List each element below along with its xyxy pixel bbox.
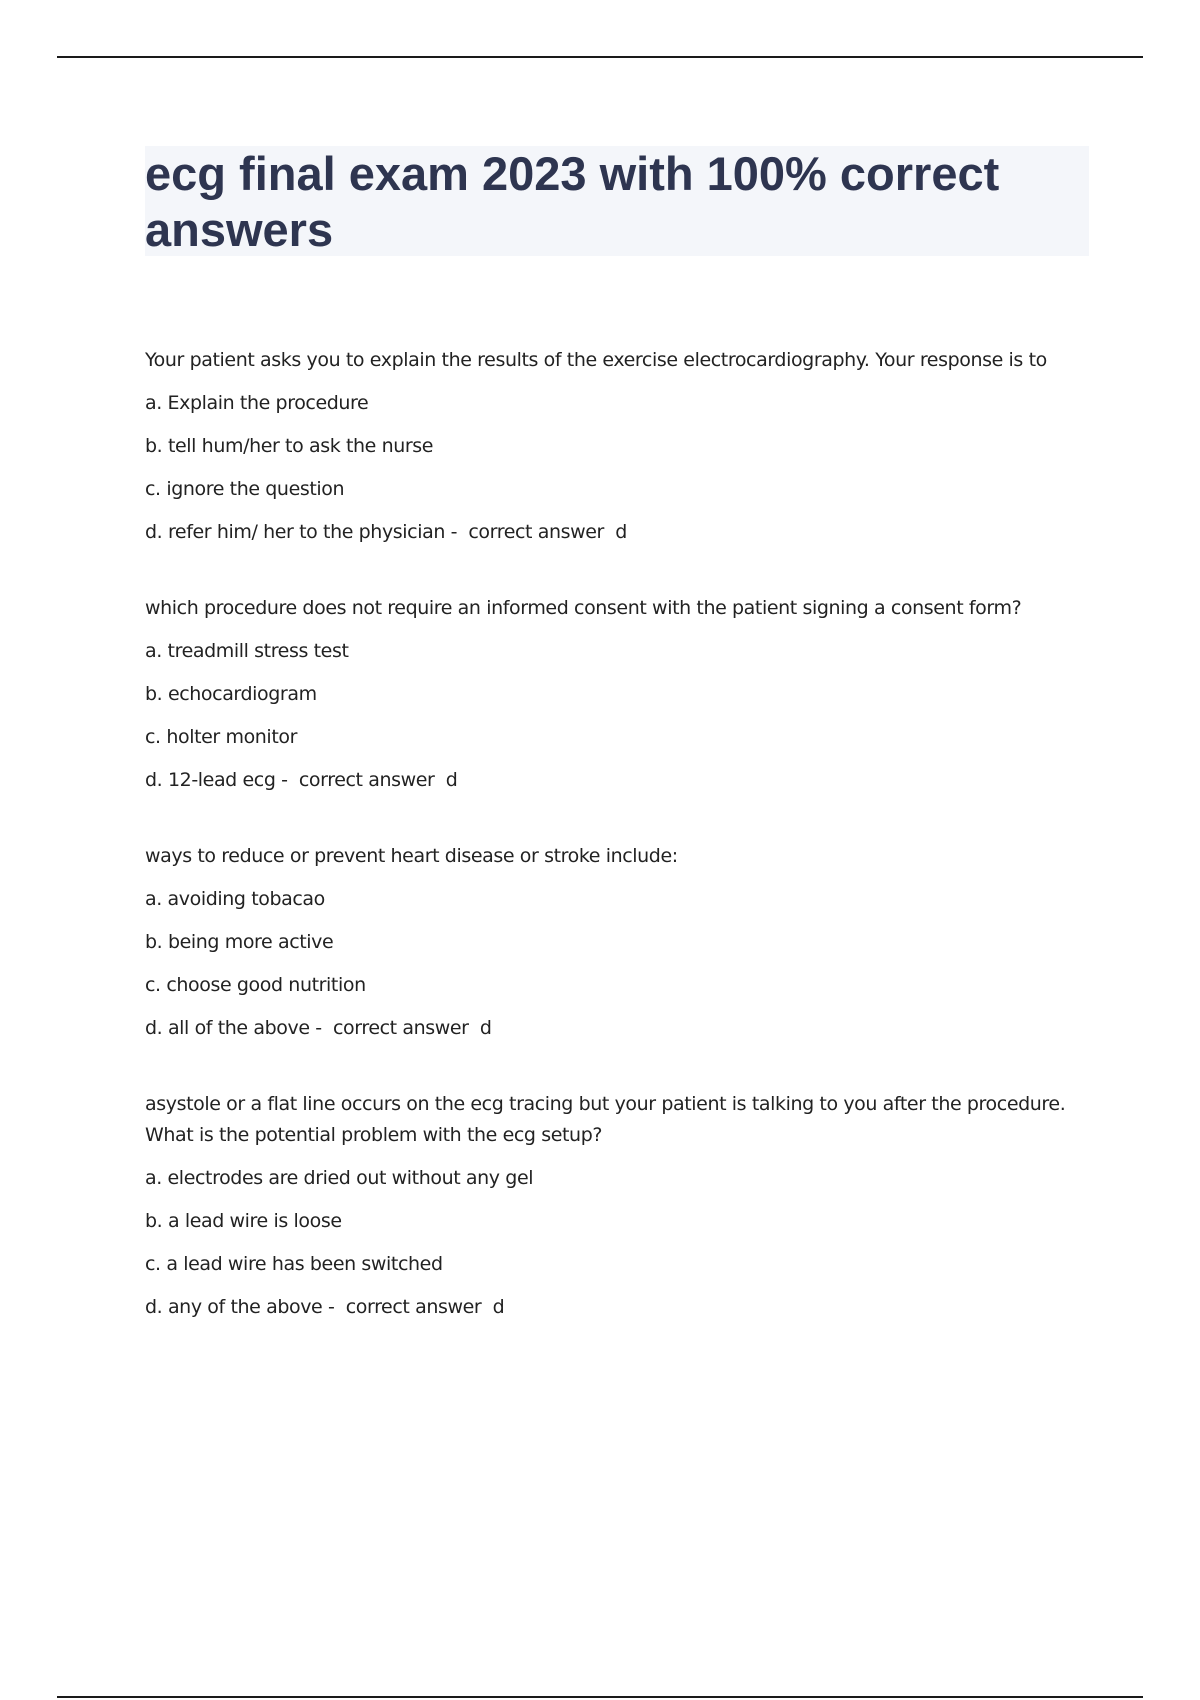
option-a: a. treadmill stress test <box>145 640 349 662</box>
option-c: c. holter monitor <box>145 726 298 748</box>
bottom-rule <box>57 1696 1143 1698</box>
option-d-with-answer: d. refer him/ her to the physician - correct answer d <box>145 521 627 543</box>
question-list <box>145 345 1075 1368</box>
option-c: c. a lead wire has been switched <box>145 1253 443 1275</box>
option-d-with-answer: d. any of the above - correct answer d <box>145 1296 505 1318</box>
option-b: b. a lead wire is loose <box>145 1210 342 1232</box>
option-a: a. Explain the procedure <box>145 392 369 414</box>
title-banner <box>145 146 1089 256</box>
page-title: ecg final exam 2023 with 100% correct answers <box>145 147 1000 256</box>
top-rule <box>57 56 1143 58</box>
option-c: c. ignore the question <box>145 478 345 500</box>
option-d-with-answer: d. all of the above - correct answer d <box>145 1017 492 1039</box>
question-text: ways to reduce or prevent heart disease or stroke include: <box>145 845 678 867</box>
option-d-with-answer: d. 12-lead ecg - correct answer d <box>145 769 458 791</box>
question-text: asystole or a flat line occurs on the ecg tracing but your patient is talking to you after the procedure. What is the potential problem with the ecg setup? <box>145 1093 1066 1146</box>
question-item <box>145 345 1075 548</box>
option-b: b. being more active <box>145 931 334 953</box>
question-item <box>145 841 1075 1044</box>
question-text: Your patient asks you to explain the results of the exercise electrocardiography. Your response is to <box>145 349 1047 371</box>
option-c: c. choose good nutrition <box>145 974 366 996</box>
option-a: a. avoiding tobacao <box>145 888 325 910</box>
question-item <box>145 593 1075 796</box>
option-b: b. echocardiogram <box>145 683 317 705</box>
option-a: a. electrodes are dried out without any gel <box>145 1167 534 1189</box>
question-item <box>145 1089 1075 1323</box>
option-b: b. tell hum/her to ask the nurse <box>145 435 434 457</box>
question-text: which procedure does not require an informed consent with the patient signing a consent form? <box>145 597 1022 619</box>
